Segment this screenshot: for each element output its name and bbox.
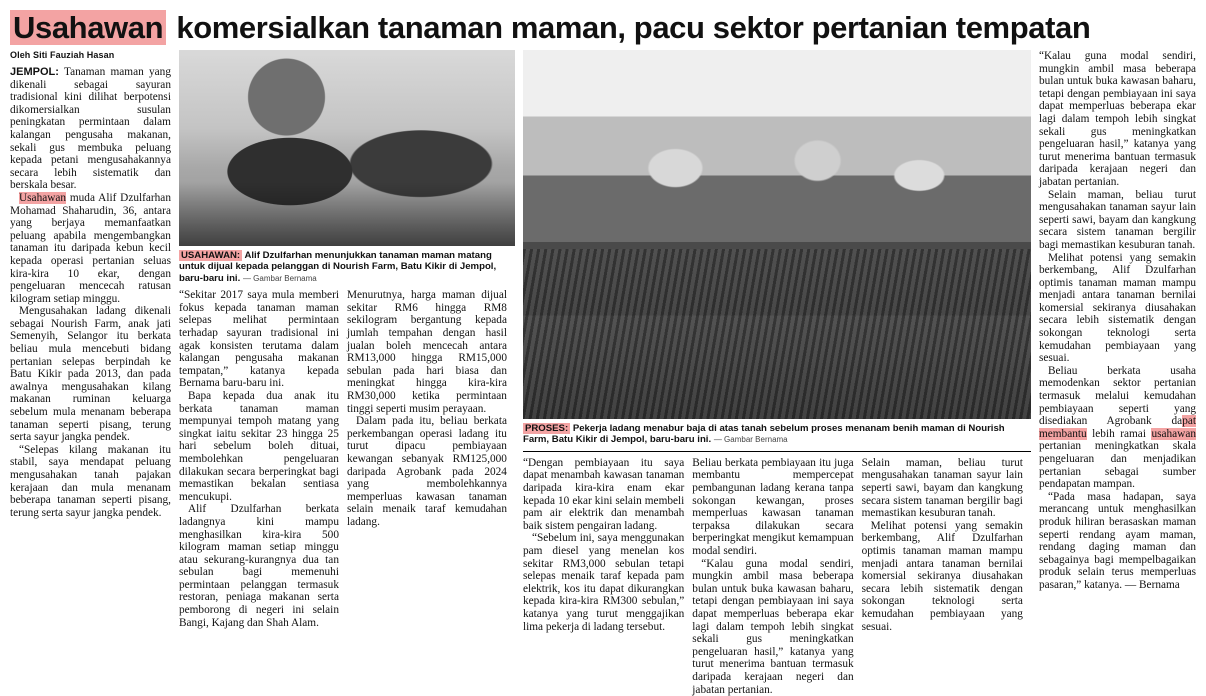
paragraph-3: Mengusahakan ladang dikenali sebagai Nourish Farm, anak jati Semenyih, Selangor itu berkata beliau mula mencebuti bidang pertanian selepas berpindah ke Batu Kikir pada 2013, dan pada awalnya mengusahakan kilang makanan ruminan keluarga sebelum mula menanam beberapa tanaman seperti pisang, terung serta sayur jangka pendek. <box>10 305 171 444</box>
paragraph-11: “Sebelum ini, saya menggunakan pam diesel yang menelan kos sekitar RM3,000 sebulan tetapi selepas menaik taraf kepada pam elektrik, kos itu dapat dikurangkan kepada kira-kira RM300 sebulan,” katanya yang turut menggajikan lima pekerja di ladang tersebut. <box>522 532 685 633</box>
photo2-caption <box>523 423 1031 446</box>
caption-rule <box>523 451 1031 452</box>
paragraph-7: Alif Dzulfarhan berkata ladangnya kini mampu menghasilkan kira-kira 500 kilogram maman setiap minggu atau sekurang-kurangnya dua tan sebulan bagi memenuhi permintaan pelanggan termasuk restoran, peniaga makanan serta pemborong di negeri ini selain Bangi, Kajang dan Shah Alam. <box>178 503 339 629</box>
photo2-caption-tag: PROSES: <box>524 423 569 434</box>
photo1-caption <box>179 250 515 284</box>
byline: Oleh Siti Fauziah Hasan <box>10 50 115 60</box>
paragraph-10: “Dengan pembiayaan itu saya dapat menambah kawasan tanaman daripada kira-kira enam ekar kepada 10 ekar kini selain membeli pam air elektrik dan menambah baik sistem pengairan ladang. <box>522 456 685 532</box>
photo1-caption-text: Alif Dzulfarhan menunjukkan tanaman maman matang untuk dijual kepada pelanggan di Nourish Farm, Batu Kikir di Jempol, baru-baru ini. <box>178 250 497 284</box>
paragraph-lead-text: Tanaman maman yang dikenali sebagai sayuran tradisional kini dilihat berpotensi dikomersialkan susulan peningkatan permintaan dalam kalangan pengusaha makanan, sekali gus membuka peluang kepada petani mengusahakannya secara lebih sistematik dan berskala besar. <box>10 66 171 192</box>
photo2-caption-text: Pekerja ladang menabur baja di atas tanah sebelum proses menanam benih maman di Nourish Farm, Batu Kikir di Jempol, baru-baru ini. <box>522 423 1005 446</box>
paragraph-4: “Selepas kilang makanan itu stabil, saya mendapat peluang mengusahakan tanah pajakan kerajaan dan mula menanam beberapa tanaman seperti pisang, terung serta sayur jangka pendek. <box>10 443 171 519</box>
article-columns <box>10 50 1196 696</box>
paragraph-8: Menurutnya, harga maman dijual sekitar RM6 hingga RM8 sekilogram bergantung kepada jumlah tempahan dengan hasil jualan boleh mencecah antara RM13,000 hingga RM15,000 sebulan pada hari biasa dan meningkat hingga kira-kira RM30,000 ketika permintaan tinggi seperti musim perayaan. <box>346 289 507 415</box>
photo1-credit: — Gambar Bernama <box>242 273 317 283</box>
paragraph-5: “Sekitar 2017 saya mula memberi fokus kepada tanaman maman selepas melihat permintaan terhadap sayuran tradisional ini agak konsisten terutama dalam kalangan pengusaha makanan tempatan,” katanya kepada Bernama baru-baru ini. <box>178 289 339 390</box>
paragraph-lead <box>10 66 171 192</box>
column-7 <box>1039 50 1196 592</box>
paragraph-2-highlight: Usahawan <box>19 191 67 204</box>
lead-label: JEMPOL: <box>10 66 59 78</box>
column-4 <box>523 457 692 696</box>
photo1-block <box>179 50 515 284</box>
paragraph-20: “Pada masa hadapan, saya merancang untuk menghasilkan produk hiliran berasaskan maman seperti rendang ayam maman, rendang daging maman dan sebagainya bagi mempelbagaikan produk selain terus memperluas pasaran,” katanya. — Bernama <box>1038 490 1196 591</box>
column-4-6-text <box>523 457 1031 696</box>
column-2-3 <box>179 50 523 629</box>
paragraph-17: Selain maman, beliau turut mengusahakan tanaman sayur lain seperti sawi, bayam dan kangkung secara sistem tanaman bergilir bagi memastikan kesuburan tanah. <box>1038 188 1196 251</box>
column-5 <box>692 457 861 696</box>
paragraph-2-text: muda Alif Dzulfarhan Mohamad Shaharudin, 36, antara yang berjaya memanfaatkan peluang apabila mengembangkan tanaman itu daripada kebun kecil kepada operasi pertanian seluas kira-kira 10 ekar, dengan pengeluaran mencecah ratusan kilogram setiap minggu. <box>10 191 171 305</box>
paragraph-6: Bapa kepada dua anak itu berkata tanaman maman mempunyai tempoh matang yang singkat iaitu sekitar 23 hingga 25 hari sebelum boleh dituai, membolehkan pengeluaran dilakukan secara berperingkat bagi memastikan bekalan sentiasa mencukupi. <box>178 389 339 503</box>
paragraph-15: Melihat potensi yang semakin berkembang, Alif Dzulfarhan optimis tanaman maman mampu menjadi antara tanaman bernilai komersial sekiranya diusahakan secara lebih sistematik dengan sokongan teknologi serta kemudahan pembiayaan yang sesuai. <box>861 519 1023 633</box>
paragraph-19-post: pertanian meningkatkan skala pengeluaran dan menjadikan pertanian sebagai sumber pendapatan mampan. <box>1038 440 1196 491</box>
column-3 <box>347 289 515 629</box>
paragraph-14: Selain maman, beliau turut mengusahakan tanaman sayur lain seperti sawi, bayam dan kangkung secara sistem tanaman bergilir bagi memastikan kesuburan tanah. <box>861 456 1023 520</box>
photo-usahawan <box>179 50 515 246</box>
column-2-3-text <box>179 289 515 629</box>
page-headline <box>10 10 1196 46</box>
paragraph-12: Beliau berkata pembiayaan itu juga membantu mempercepat pembangunan ladang kerana tanpa sokongan kewangan, proses memperluas kawasan tanaman terpaksa dilakukan secara berperingkat mengikut kemampuan modal sendiri. <box>692 456 854 557</box>
photo-proses <box>523 50 1031 419</box>
photo2-block <box>523 50 1031 452</box>
paragraph-2 <box>10 192 171 305</box>
paragraph-19 <box>1039 365 1196 491</box>
paragraph-19-mid: lebih ramai <box>1086 427 1152 440</box>
paragraph-19-highlight-2: usahawan <box>1151 427 1196 440</box>
photo2-credit: — Gambar Bernama <box>713 435 788 445</box>
paragraph-19-highlight-1: pat membantu <box>1038 415 1196 440</box>
photo1-caption-tag: USAHAWAN: <box>180 250 241 261</box>
paragraph-18: Melihat potensi yang semakin berkembang, Alif Dzulfarhan optimis tanaman maman mampu menjadi antara tanaman bernilai komersial sekiranya diusahakan secara lebih sistematik dengan sokongan teknologi serta kemudahan pembiayaan yang sesuai. <box>1038 251 1196 365</box>
paragraph-19-pre: Beliau berkata usaha memodenkan sektor pertanian termasuk melalui kemudahan pembiayaan seperti yang disediakan Agrobank da <box>1038 364 1196 428</box>
headline-rest: komersialkan tanaman maman, pacu sektor pertanian tempatan <box>168 10 1091 45</box>
headline-highlight: Usahawan <box>10 10 166 45</box>
column-1 <box>10 50 179 519</box>
column-2 <box>179 289 347 629</box>
paragraph-16: “Kalau guna modal sendiri, mungkin ambil masa beberapa bulan untuk buka kawasan baharu, tetapi dengan pembiayaan ini saya dapat memperluas beberapa ekar lagi dalam tempoh lebih singkat sekali gus meningkatkan pengeluaran hasil,” katanya yang turut menerima bantuan termasuk daripada kerajaan negeri dan jabatan pertanian. <box>1038 50 1196 188</box>
paragraph-13: “Kalau guna modal sendiri, mungkin ambil masa beberapa bulan untuk buka kawasan baharu, tetapi dengan pembiayaan ini saya dapat memperluas beberapa ekar lagi dalam tempoh lebih singkat sekali gus meningkatkan pengeluaran hasil,” katanya yang turut menerima bantuan termasuk daripada kerajaan negeri dan jabatan pertanian. <box>692 557 854 696</box>
column-4-6 <box>523 50 1039 696</box>
paragraph-9: Dalam pada itu, beliau berkata perkembangan operasi ladang itu turut dipacu pembiayaan kewangan sebanyak RM125,000 daripada Agrobank pada 2024 yang membolehkannya memperluas kawasan tanaman selain menaik taraf kemudahan ladang. <box>346 415 507 528</box>
column-6 <box>862 457 1031 696</box>
